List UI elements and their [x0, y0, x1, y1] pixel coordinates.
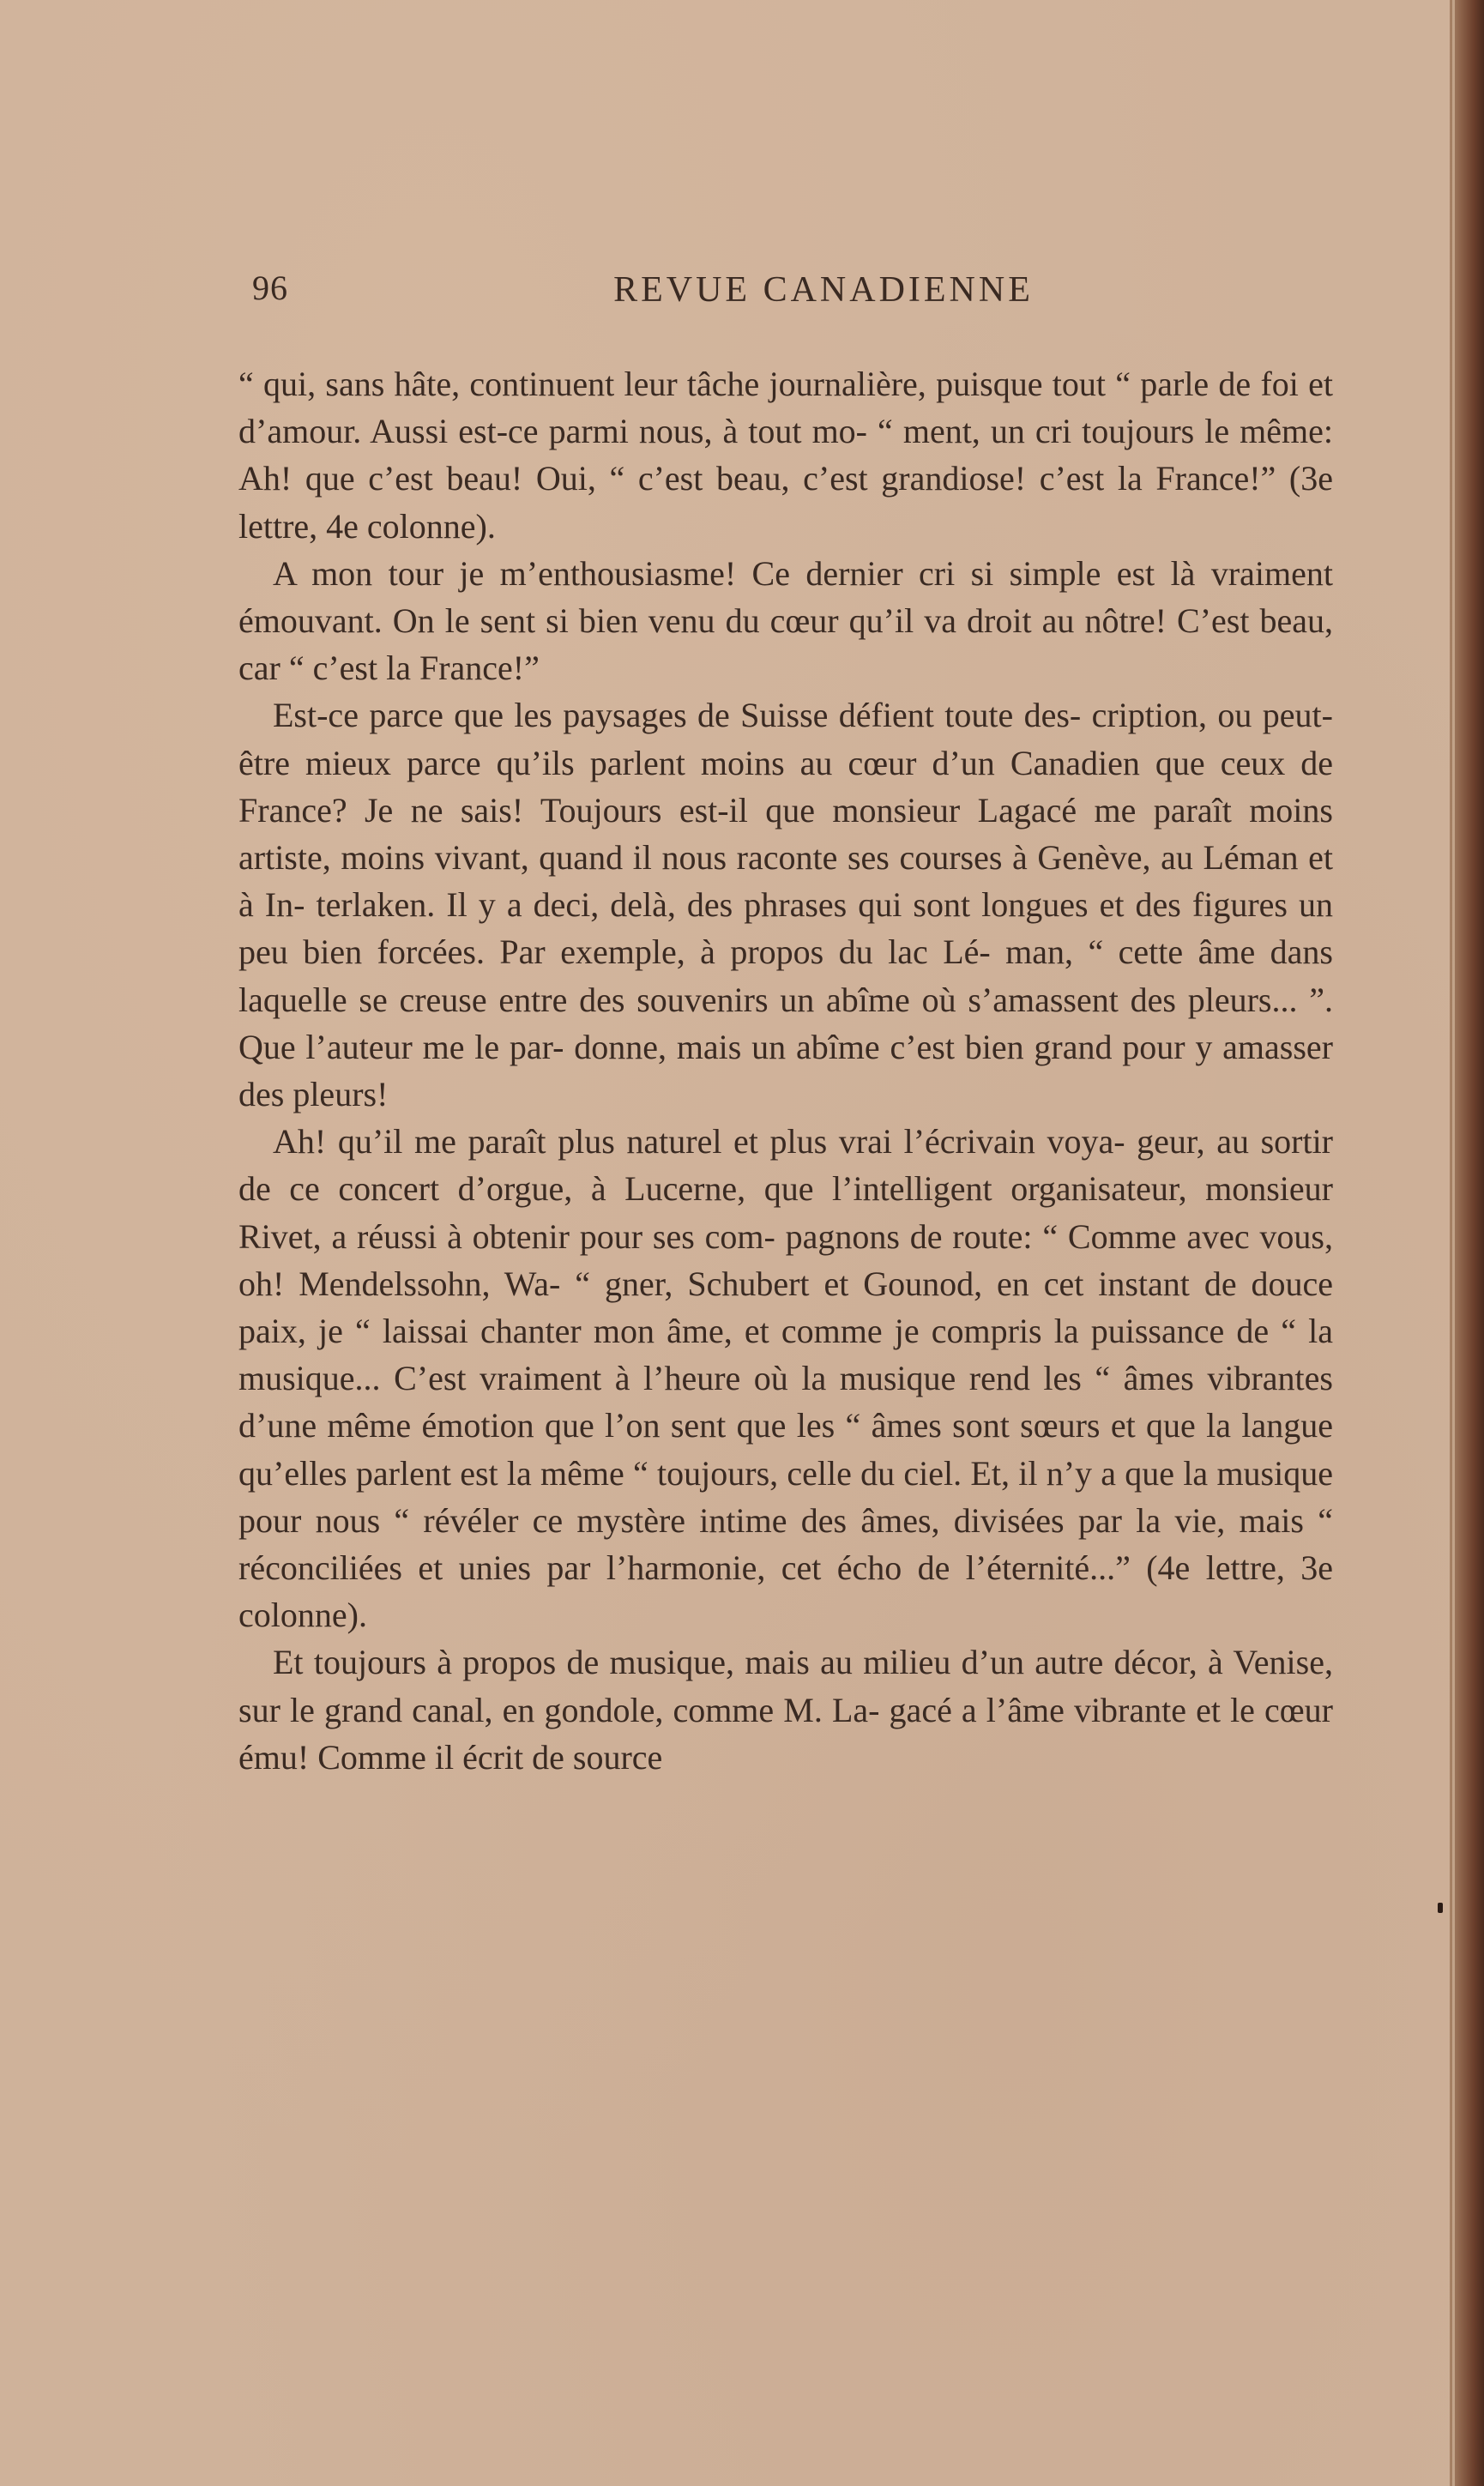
page-edge-highlight — [1452, 0, 1455, 2486]
running-title: REVUE CANADIENNE — [613, 270, 1034, 310]
paragraph: Est-ce parce que les paysages de Suisse défient toute des- cription, ou peut-être mieux parce qu’ils parlent moins au cœur d’un Canadien que ceux de France? Je ne sais! Toujours est-il que monsieur Lagacé me paraît moins artiste, moins vivant, quand il nous raconte ses courses à Genève, au Léman et à In- terlaken. Il y a deci, delà, des phrases qui sont longues et des figures un peu bien forcées. Par exemple, à propos du lac Lé- man, “ cette âme dans laquelle se creuse entre des souvenirs un abîme où s’amassent des pleurs... ”. Que l’auteur me le par- donne, mais un abîme c’est bien grand pour y amasser des pleurs! — [238, 696, 1333, 1114]
paragraph: Ah! qu’il me paraît plus naturel et plus vrai l’écrivain voya- geur, au sortir de ce concert d’orgue, à Lucerne, que l’intelligent organisateur, monsieur Rivet, a réussi à obtenir pour ses com- pagnons de route: “ Comme avec vous, oh! Mendelssohn, Wa- “ gner, Schubert et Gounod, en cet instant de douce paix, je “ laissai chanter mon âme, et comme je compris la puissance de “ la musique... C’est vraiment à l’heure où la musique rend les “ âmes vibrantes d’une même émotion que l’on sent que les “ âmes sont sœurs et que la langue qu’elles parlent est la même “ toujours, celle du ciel. Et, il n’y a que la musique pour nous “ révéler ce mystère intime des âmes, divisées par la vie, mais “ réconciliées et unies par l’harmonie, cet écho de l’éternité...” (4e lettre, 3e colonne). — [238, 1122, 1333, 1635]
page-number: 96 — [252, 269, 288, 307]
paragraph-quote-continuation: “ qui, sans hâte, continuent leur tâche journalière, puisque tout “ parle de foi et d’amour. Aussi est-ce parmi nous, à tout mo- “ ment, un cri toujours le même: Ah! que c’est beau! Oui, “ c’est beau, c’est grandiose! c’est la France!” (3e lettre, 4e colonne). — [238, 365, 1333, 546]
page-edge-binding — [1450, 0, 1484, 2486]
page-header — [249, 268, 1330, 319]
paragraph: Et toujours à propos de musique, mais au milieu d’un autre décor, à Venise, sur le grand canal, en gondole, comme M. La- gacé a l’âme vibrante et le cœur ému! Comme il écrit de source — [238, 1643, 1333, 1777]
paragraph: A mon tour je m’enthousiasme! Ce dernier cri si simple est là vraiment émouvant. On le sent si bien venu du cœur qu’il va droit au nôtre! C’est beau, car “ c’est la France!” — [238, 553, 1333, 688]
body-text — [238, 360, 1333, 1781]
ink-speck — [1438, 1903, 1443, 1913]
